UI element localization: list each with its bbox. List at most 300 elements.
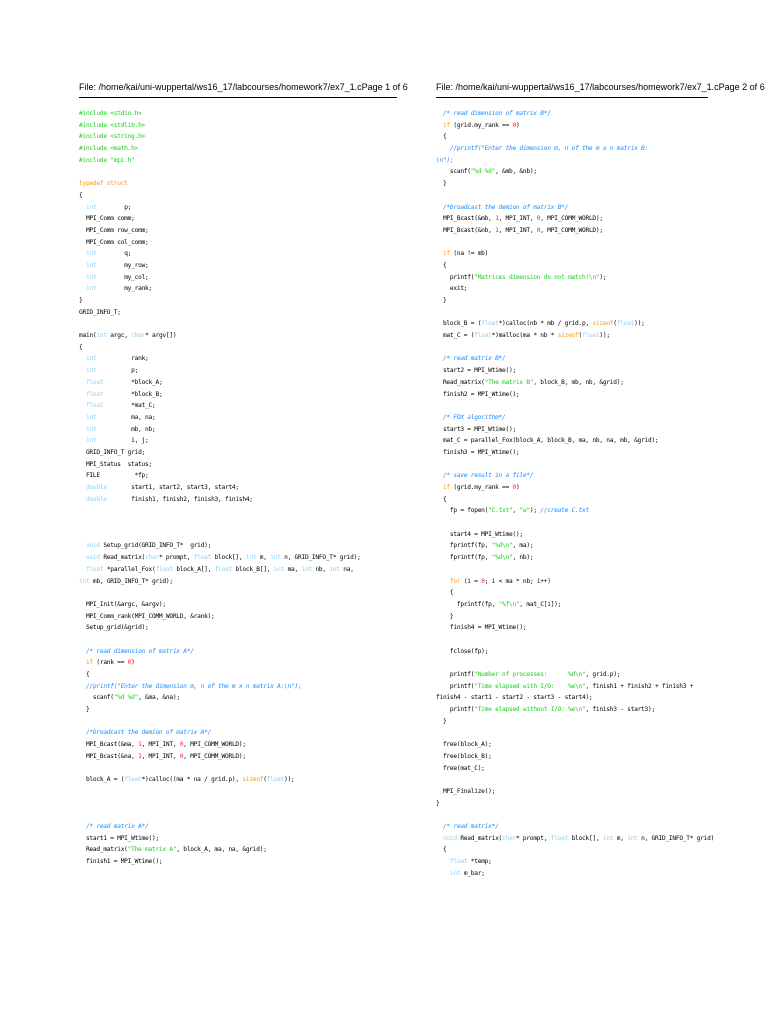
code-token: sizeof (557, 332, 579, 340)
code-token: ( (613, 320, 617, 328)
code-token: *temp; (467, 858, 492, 865)
code-line (436, 494, 708, 506)
code-token: finish2 = MPI_Wtime(); (436, 390, 520, 398)
code-token: typedef struct (79, 180, 128, 188)
code-token: *block_B; (103, 390, 163, 398)
code-token: * argv[]) (145, 332, 177, 340)
code-token: /* save result in a file*/ (442, 472, 534, 480)
code-token (79, 566, 86, 573)
code-line (436, 517, 708, 529)
code-token: MPI_Comm_rank(MPI_COMM_WORLD, &rank); (79, 612, 215, 620)
code-line (79, 751, 397, 763)
code-line (79, 131, 397, 143)
code-line (436, 798, 708, 810)
code-token (79, 659, 86, 666)
code-token: , mat_C[i]); (519, 600, 562, 608)
code-token (79, 402, 86, 409)
code-line (79, 225, 397, 237)
code-line (436, 657, 708, 669)
code-line (436, 774, 708, 786)
code-token: //printf("Enter the dimension m, n of the m x n matrix A:\n"); (85, 682, 302, 690)
code-token: double (85, 484, 107, 491)
code-line (79, 283, 397, 295)
code-token: int (627, 834, 638, 842)
code-token: MPI_Comm row_comm; (79, 226, 149, 234)
code-token: /* read matrix*/ (442, 822, 499, 830)
code-token: 1 (138, 741, 142, 749)
code-token: { (436, 589, 454, 597)
code-token: //printf("Enter the dimension m, n of the m x n matrix B: (449, 145, 648, 153)
code-token: ; i < ma * nb; i++) (484, 577, 551, 585)
code-line (436, 821, 708, 833)
code-token: (grid.my_rank == (449, 121, 513, 129)
code-token (79, 274, 86, 281)
code-token: int (85, 285, 97, 293)
code-token (436, 145, 450, 152)
code-line (436, 716, 708, 728)
code-token: MPI_Comm col_comm; (79, 238, 149, 246)
code-line (79, 155, 397, 167)
code-token: finish1, finish2, finish3, finish4; (106, 495, 253, 503)
code-token: { (79, 191, 83, 199)
code-token: scanf( (436, 168, 471, 176)
code-token: printf( (436, 682, 475, 690)
code-token: ) (515, 484, 520, 491)
code-token: #include <math.h> (79, 145, 139, 153)
code-line (79, 377, 397, 389)
code-line (436, 400, 708, 412)
code-line (436, 844, 708, 856)
code-line (436, 295, 708, 307)
code-page-1 (79, 80, 408, 868)
code-listing (436, 108, 715, 879)
code-line (436, 692, 708, 704)
code-token: 1 (495, 215, 499, 223)
code-token: int (96, 332, 107, 340)
code-token: char (502, 834, 516, 842)
code-line (79, 763, 397, 775)
code-token: if (85, 659, 93, 667)
code-token: "Matrices dimension do not match!\n" (474, 273, 600, 281)
code-token: int (85, 355, 97, 363)
code-token (79, 355, 86, 362)
code-token: int (85, 437, 97, 445)
code-line (436, 751, 708, 763)
code-token: *)malloc(ma * nb * (491, 332, 558, 340)
code-line (79, 365, 397, 377)
code-token (79, 823, 86, 830)
code-line (79, 248, 397, 260)
code-token: int (329, 565, 340, 573)
code-token (79, 391, 86, 398)
code-token: nb, (311, 565, 330, 573)
code-token (436, 578, 450, 585)
code-line (436, 576, 708, 588)
code-line (436, 622, 708, 634)
code-token: , MPI_INT, (498, 215, 537, 223)
code-token: free(block_A); (436, 741, 492, 749)
code-token: , &ma, &na); (138, 694, 180, 702)
code-token: void (85, 554, 100, 562)
code-token (79, 683, 86, 690)
code-token (436, 204, 443, 211)
code-token (79, 484, 86, 491)
code-line (79, 739, 397, 751)
code-line (79, 120, 397, 132)
code-token: , MPI_COMM_WORLD); (540, 215, 603, 223)
code-token: q; (96, 250, 132, 258)
code-line (436, 353, 708, 365)
code-token: *mat_C; (103, 402, 156, 410)
code-token: "The matrix B" (484, 378, 534, 386)
code-token: "%d\n" (491, 542, 513, 550)
code-token: n, GRID_INFO_T* grid); (280, 554, 361, 562)
code-line (79, 611, 397, 623)
code-token: mb, nb; (96, 425, 156, 433)
code-token: MPI_Bcast(&na, (79, 752, 139, 760)
code-token (436, 355, 443, 362)
code-line (79, 307, 397, 319)
code-token: , (512, 507, 520, 515)
code-token: /*broadcast the demion of matrix B*/ (442, 203, 569, 211)
code-token: "C.txt" (488, 507, 513, 515)
code-token: free(mat_C); (436, 764, 485, 772)
code-line (436, 447, 708, 459)
code-line (436, 365, 708, 377)
code-token: /* FOX algorithm*/ (442, 413, 506, 421)
code-line (436, 505, 708, 517)
code-token: , MPI_COMM_WORLD); (183, 752, 246, 760)
code-line (79, 599, 397, 611)
code-token: my_rank; (96, 285, 152, 293)
code-line (79, 295, 397, 307)
code-line (436, 809, 708, 821)
code-token: { (436, 495, 447, 503)
code-line (79, 213, 397, 225)
code-line (436, 377, 708, 389)
code-token: (i = (460, 577, 482, 585)
code-line (79, 494, 397, 506)
code-line (436, 307, 708, 319)
code-line (436, 470, 708, 482)
code-token: main( (79, 332, 97, 340)
code-token: Setup_grid(GRID_INFO_T* grid); (99, 542, 212, 550)
code-line (79, 646, 397, 658)
code-token (436, 472, 443, 479)
code-token: ) (131, 659, 135, 667)
code-token: *)calloc((ma * na / grid.p), (141, 776, 243, 784)
code-line (436, 739, 708, 751)
code-token: } (436, 799, 440, 807)
code-token: , MPI_INT, (141, 752, 180, 760)
code-token: } (79, 297, 83, 304)
code-line (79, 704, 397, 716)
code-line (436, 564, 708, 576)
code-token: char (131, 332, 146, 340)
code-line (79, 622, 397, 634)
code-token: FILE *fp; (79, 472, 149, 480)
code-line (436, 669, 708, 681)
code-line (436, 202, 708, 214)
code-line (436, 389, 708, 401)
code-line (79, 353, 397, 365)
code-line (436, 540, 708, 552)
code-token: { (79, 671, 90, 678)
code-line (436, 342, 708, 354)
code-token: MPI_Bcast(&mb, (436, 215, 496, 223)
code-token: "%f\n" (498, 600, 520, 608)
code-token: ma, (284, 565, 302, 573)
code-line (79, 272, 397, 284)
code-token: fclose(fp); (436, 647, 489, 655)
code-token (436, 823, 443, 830)
code-token: MPI_Finalize(); (436, 787, 496, 795)
code-line (79, 143, 397, 155)
code-token: if (442, 484, 450, 491)
code-token: } (436, 180, 447, 188)
code-line (79, 459, 397, 471)
file-path-label: File: /home/kai/uni-wuppertal/ws16_17/labcourses/homework7/ex7_1.c (436, 82, 719, 92)
code-token: "The matrix A" (127, 846, 177, 854)
code-line (79, 178, 397, 190)
code-line (79, 587, 397, 599)
code-token (436, 484, 443, 491)
code-listing (79, 108, 397, 868)
code-token: block[], (568, 834, 603, 842)
code-line (79, 424, 397, 436)
code-token: "%d %d" (113, 694, 139, 702)
code-line (79, 564, 397, 576)
code-token: int (85, 261, 97, 269)
code-line (436, 704, 708, 716)
code-line (436, 552, 708, 564)
code-token: start2 = MPI_Wtime(); (436, 367, 516, 375)
code-token: void (85, 542, 100, 550)
code-token (79, 204, 86, 211)
code-line (79, 692, 397, 704)
code-token: \n"); (436, 156, 454, 164)
code-token: float (155, 565, 173, 573)
code-token: sizeof (592, 320, 614, 328)
code-token: n, GRID_INFO_T* grid) (637, 834, 715, 842)
code-token: /* read matrix A*/ (85, 822, 149, 830)
code-line (436, 459, 708, 471)
page-number-label: Page 2 of 6 (718, 82, 765, 92)
code-token: { (436, 846, 447, 854)
code-line (79, 809, 397, 821)
code-token: 1 (138, 752, 142, 760)
code-token: } (436, 297, 447, 304)
code-token: ) (515, 121, 520, 129)
code-token: "%d %d" (470, 168, 496, 176)
code-token (79, 285, 86, 292)
code-token: { (436, 133, 447, 141)
code-token: block[], (211, 554, 246, 562)
code-token: )); (634, 320, 645, 328)
code-line (79, 844, 397, 856)
code-token: if (442, 250, 450, 258)
code-token: rank; (96, 355, 149, 363)
code-token: void (442, 834, 457, 842)
code-token: float (474, 332, 492, 340)
code-token: ); (599, 273, 607, 281)
code-line (436, 599, 708, 611)
code-token: char (145, 554, 159, 562)
code-token: ( (263, 776, 267, 784)
code-token: free(block_B); (436, 752, 492, 760)
code-line (79, 190, 397, 202)
code-token: float (214, 565, 232, 573)
code-token: #include "mpi.h" (79, 156, 135, 164)
code-line (79, 166, 397, 178)
code-token: 1 (495, 226, 499, 234)
code-line (79, 202, 397, 214)
code-line (79, 716, 397, 728)
code-token: * prompt, (158, 554, 194, 562)
code-token: float (582, 332, 600, 340)
code-token: * prompt, (515, 834, 551, 842)
code-token: na, (339, 565, 354, 573)
code-token: MPI_Bcast(&ma, (79, 741, 139, 749)
page-header (436, 80, 765, 94)
code-token: block_B[], (231, 565, 274, 573)
code-token: //create C.txt (540, 507, 589, 515)
code-token: m, (613, 834, 628, 842)
code-line (436, 611, 708, 623)
code-line (79, 786, 397, 798)
code-token: fprintf(fp, (436, 554, 492, 562)
code-token (436, 110, 443, 117)
code-token: m, (256, 554, 271, 562)
code-token: { (436, 261, 447, 269)
code-line (79, 318, 397, 330)
code-line (436, 856, 708, 868)
code-token: { (79, 343, 83, 351)
code-token: block_A = ( (79, 776, 125, 784)
code-line (436, 237, 708, 249)
code-token: MPI_Status status; (79, 460, 152, 468)
code-line (436, 283, 708, 295)
code-line (79, 529, 397, 541)
code-line (79, 774, 397, 786)
code-token: double (85, 495, 107, 503)
code-line (436, 213, 708, 225)
code-token: 0 (536, 226, 541, 234)
code-line (79, 657, 397, 669)
code-line (436, 424, 708, 436)
code-token: Read_matrix( (456, 834, 503, 842)
code-token: , MPI_COMM_WORLD); (540, 226, 603, 234)
code-line (436, 529, 708, 541)
code-token (79, 426, 86, 433)
code-token: start1, start2, start3, start4; (106, 484, 239, 491)
code-line (79, 681, 397, 693)
code-token: "Time elapsed with I/O: %e\n" (474, 682, 586, 690)
code-token: ( (578, 332, 582, 340)
code-line (436, 143, 708, 155)
code-token: (rank == (92, 659, 128, 667)
code-line (436, 482, 708, 494)
code-line (79, 856, 397, 868)
code-line (436, 833, 715, 845)
code-token: "Time elapsed without I/O: %e\n" (474, 706, 586, 714)
code-line (436, 330, 708, 342)
code-token: fprintf(fp, (436, 542, 492, 550)
code-line (79, 634, 397, 646)
code-line (436, 763, 708, 775)
code-token: Read_matrix( (436, 378, 485, 386)
code-token: printf( (436, 706, 475, 714)
code-token: } (436, 612, 454, 620)
code-token: float (85, 402, 104, 410)
code-token: GRID_INFO_T grid; (79, 448, 146, 456)
code-token: int (270, 554, 281, 562)
code-token: finish4 = MPI_Wtime(); (436, 624, 527, 632)
code-line (79, 108, 397, 120)
code-token: , grid.p); (585, 671, 621, 678)
code-line (79, 330, 397, 342)
code-token: start3 = MPI_Wtime(); (436, 425, 516, 433)
code-token: )); (599, 332, 610, 340)
code-token: *parallel_Fox( (103, 565, 156, 573)
code-token: argc, (106, 332, 132, 340)
code-line (79, 540, 397, 552)
code-token: fprintf(fp, (436, 600, 499, 608)
code-token: *)calloc(nb * mb / grid.p, (498, 320, 593, 328)
code-token: start4 = MPI_Wtime(); (436, 530, 523, 538)
code-token: finish1 = MPI_Wtime(); (79, 858, 163, 865)
code-token (79, 367, 86, 374)
code-token (436, 122, 443, 129)
code-line (79, 552, 397, 564)
code-line (436, 131, 708, 143)
code-line (436, 272, 708, 284)
code-line (436, 260, 708, 272)
code-line (436, 178, 708, 190)
code-token: int (85, 413, 97, 421)
code-token: , MPI_COMM_WORLD); (183, 741, 246, 749)
code-token: p; (96, 203, 132, 211)
code-line (436, 681, 708, 693)
code-token: *block_A; (103, 378, 163, 386)
code-line (79, 389, 397, 401)
code-token: int (449, 869, 461, 877)
code-line (436, 786, 708, 798)
code-line (436, 412, 708, 424)
code-token: float (616, 320, 635, 328)
code-line (79, 400, 397, 412)
code-token: int (79, 577, 90, 585)
code-line (436, 248, 708, 260)
code-line (436, 634, 708, 646)
code-token: 0 (481, 577, 485, 585)
code-token: /*broadcast the demion of matrix A*/ (85, 729, 212, 737)
code-token: float (85, 378, 104, 386)
code-token: float (550, 834, 569, 842)
header-divider (79, 97, 397, 98)
code-token: int (85, 250, 97, 258)
code-line (436, 646, 708, 658)
code-token: finish4 - start1 - start2 - start3 - start4); (436, 694, 593, 702)
code-token (79, 437, 86, 444)
code-line (79, 821, 397, 833)
code-line (79, 342, 397, 354)
code-token (79, 262, 86, 269)
code-line (79, 260, 397, 272)
header-divider (436, 97, 708, 98)
code-line (436, 727, 708, 739)
code-token: 0 (536, 215, 541, 223)
